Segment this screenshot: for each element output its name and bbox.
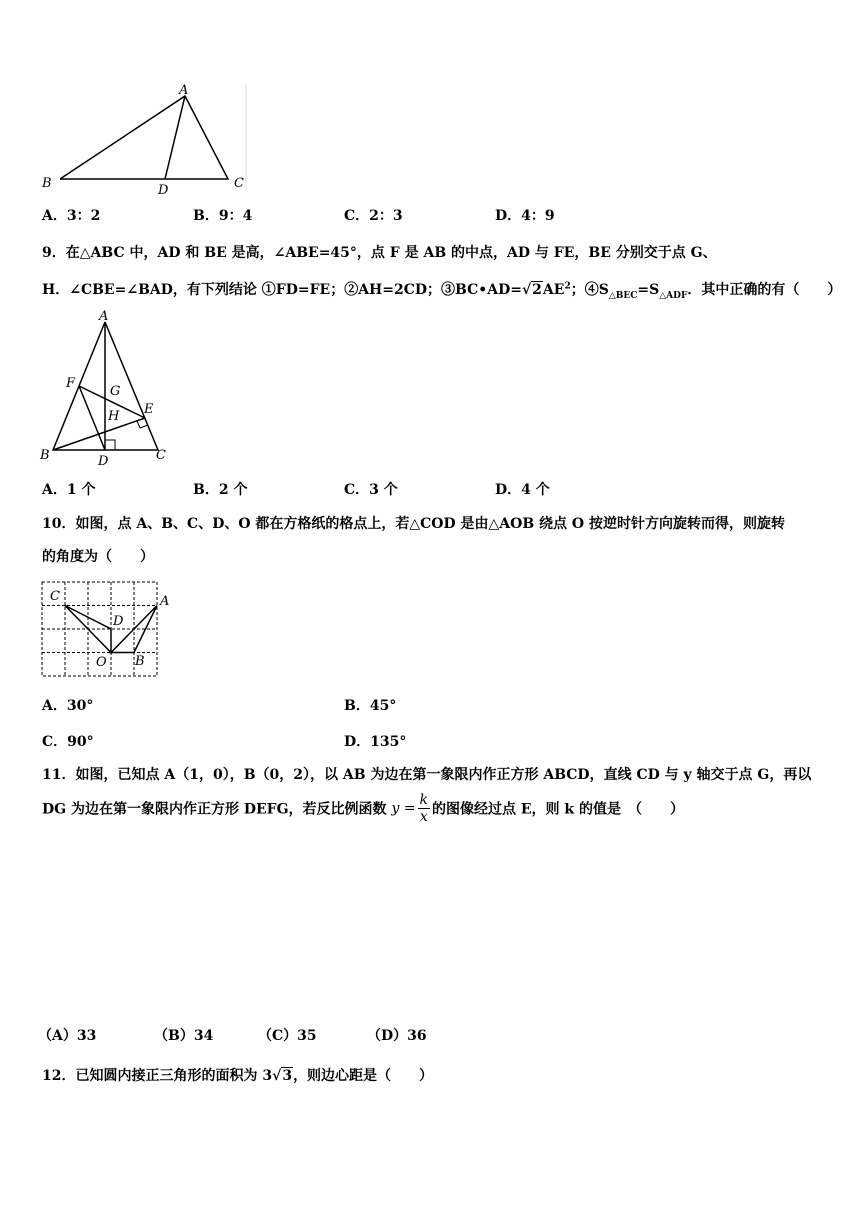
- q11-line2-part-a: DG 为边在第一象限内作正方形 DEFG，若反比例函数: [42, 801, 387, 818]
- q9-text-line1: 9．在△ABC 中，AD 和 BE 是高，∠ABE=45°，点 F 是 AB 的中点，AD 与 FE，BE 分别交于点 G、: [42, 245, 717, 261]
- q9-option-a[interactable]: A．1 个: [42, 482, 96, 498]
- q10-option-a[interactable]: A．30°: [42, 698, 94, 714]
- q11-text-line1: 11．如图，已知点 A（1，0），B（0，2），以 AB 为边在第一象限内作正方形 ABCD，直线 CD 与 y 轴交于点 G，再以: [42, 767, 812, 783]
- q9-label-h: H: [108, 409, 120, 424]
- q11-line2-part-b: 的图像经过点 E，则 k 的值是 （ ）: [432, 801, 685, 818]
- q11-fraction: $\frac{k}{x}$: [419, 792, 429, 825]
- q10-label-o: O: [96, 655, 107, 670]
- q9-option-b[interactable]: B．2 个: [193, 482, 248, 498]
- q9-label-c: C: [156, 448, 166, 463]
- q11-option-c[interactable]: （C）35: [258, 1028, 317, 1044]
- q10-option-d[interactable]: D．135°: [344, 734, 407, 750]
- q12-text-line: [42, 1065, 433, 1085]
- q10-text-line1: 10．如图，点 A、B、C、D、O 都在方格纸的格点上，若△COD 是由△AOB 绕点 O 按逆时针方向旋转而得，则旋转: [42, 516, 785, 532]
- q10-option-b[interactable]: B．45°: [344, 698, 397, 714]
- q10-label-c: C: [50, 589, 60, 604]
- q10-grid-figure: [38, 578, 178, 680]
- q9-line2-part-b: AE: [542, 282, 565, 298]
- q8-option-c[interactable]: C．2：3: [344, 208, 403, 224]
- q8-option-b[interactable]: B．9：4: [193, 208, 253, 224]
- q9-sqrt: √2: [521, 282, 542, 298]
- q12-sqrt: √3: [272, 1068, 293, 1084]
- q9-label-a: A: [99, 309, 109, 324]
- q9-label-b: B: [40, 448, 50, 463]
- q9-segment-fd: [79, 386, 105, 450]
- q11-option-a[interactable]: （A）33: [38, 1028, 97, 1044]
- q12-part-a: 12．已知圆内接正三角形的面积为 3: [42, 1068, 273, 1084]
- q8-label-c: C: [234, 176, 244, 191]
- q10-text-line2: 的角度为（ ）: [42, 549, 154, 565]
- q9-label-g: G: [110, 384, 121, 399]
- q11-option-d[interactable]: （D）36: [367, 1028, 427, 1044]
- q9-triangle-figure: [38, 308, 178, 468]
- q12-part-b: ，则边心距是（ ）: [293, 1068, 434, 1084]
- q10-label-a: A: [160, 594, 170, 609]
- q8-label-b: B: [42, 176, 52, 191]
- q9-line2-part-a: H．∠CBE=∠BAD，有下列结论 ①FD=FE；②AH=2CD；③BC•AD=: [42, 282, 522, 298]
- q8-option-d[interactable]: D．4：9: [495, 208, 555, 224]
- q10-option-c[interactable]: C．90°: [42, 734, 94, 750]
- q11-function-y: y =: [391, 800, 416, 817]
- q9-text-line2: H．∠CBE=∠BAD，有下列结论 ①FD=FE；②AH=2CD；$③BC•AD=√2AE^2$；$④S_{\triangle BEC}=S_{\triangle ADF}$．其中正确的有（ ）: [42, 281, 842, 301]
- q8-segment-ad: [165, 96, 185, 179]
- q8-option-a[interactable]: A．3：2: [42, 208, 101, 224]
- q8-label-d: D: [158, 183, 169, 194]
- q10-label-b: B: [135, 654, 145, 669]
- q9-label-e: E: [144, 402, 154, 417]
- q9-option-c[interactable]: C．3 个: [344, 482, 398, 498]
- q8-label-a: A: [179, 83, 189, 98]
- q9-right-angle-d: [105, 440, 115, 450]
- q9-label-f: F: [66, 376, 76, 391]
- q8-triangle-figure: [38, 82, 253, 194]
- q10-label-d: D: [113, 614, 124, 629]
- q9-label-d: D: [98, 454, 109, 468]
- q8-triangle-abc: [60, 96, 228, 179]
- q9-option-d[interactable]: D．4 个: [495, 482, 550, 498]
- q11-option-b[interactable]: （B）34: [154, 1028, 214, 1044]
- q11-text-line2: [42, 792, 684, 825]
